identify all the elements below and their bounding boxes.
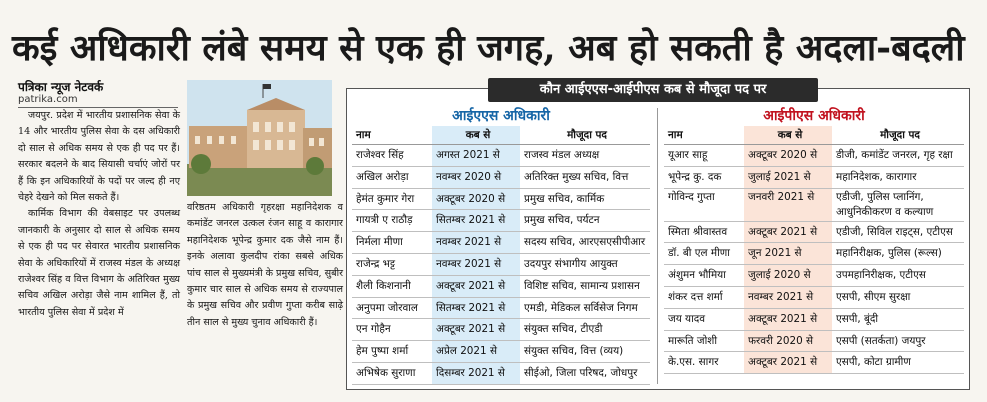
table-row [664, 167, 964, 189]
officer-name: निर्मला मीणा [356, 236, 403, 249]
table-row [352, 341, 650, 363]
current-post: एडीजी, पुलिस प्लानिंग, आधुनिकीकरण व कल्याण [836, 190, 934, 218]
officer-name: अंशुमन भौमिया [668, 269, 726, 282]
since-date: दिसम्बर 2021 से [432, 363, 520, 384]
table-row [664, 189, 964, 222]
since-date: अक्टूबर 2021 से [744, 352, 832, 373]
current-post: सदस्य सचिव, आरएसएसीपीआर [524, 236, 646, 249]
officer-name: राजेन्द्र भट्ट [356, 257, 396, 270]
officer-name: हेम पुष्पा शर्मा [356, 345, 409, 358]
header-name: नाम [668, 129, 683, 141]
table-row [352, 319, 650, 341]
since-date: सितम्बर 2021 से [432, 210, 520, 231]
current-post: विशिष्ट सचिव, सामान्य प्रशासन [524, 279, 640, 292]
table-row [352, 254, 650, 276]
current-post: उपमहानिरीक्षक, एटीएस [836, 269, 926, 282]
header-name: नाम [356, 129, 371, 141]
officer-name: एन गोहैन [356, 323, 391, 336]
current-post: एमडी, मेडिकल सर्विसेज निगम [524, 301, 638, 314]
officer-name: जय यादव [668, 312, 706, 325]
officer-name: के.एस. सागर [668, 356, 719, 369]
since-date: अक्टूबर 2020 से [432, 189, 520, 210]
since-date: अगस्त 2021 से [432, 145, 520, 166]
current-post: संयुक्त सचिव, वित्त (व्यय) [524, 345, 624, 358]
current-post: प्रमुख सचिव, कार्मिक [524, 192, 605, 205]
current-post: सीईओ, जिला परिषद, जोधपुर [524, 366, 638, 379]
table-row [664, 145, 964, 167]
current-post: एसपी, बूंदी [836, 312, 879, 325]
since-date: नवम्बर 2021 से [744, 287, 832, 308]
ips-table [664, 106, 964, 374]
article-column-1 [18, 108, 180, 321]
article-paragraph-2: कार्मिक विभाग की वेबसाइट पर उपलब्ध जानकारी के अनुसार दो साल से अधिक समय से एक ही पद पर सेवारत भारतीय प्रशासनिक सेवा के अधिकारियों में राजस्व मंडल के अध्यक्ष राजेश्वर सिंह व वित्त विभाग के अतिरिक्त मुख्य सचिव अखिल अरोड़ा जैसे नाम शामिल हैं, तो भारतीय पुलिस सेवा में प्रदेश में [18, 208, 180, 318]
ips-table-title: आईपीएस अधिकारी [763, 108, 865, 124]
current-post: एडीजी, सिविल राइट्स, एटीएस [836, 225, 953, 238]
byline: पत्रिका न्यूज नेटवर्क [18, 80, 104, 94]
officer-name: यूआर साहू [668, 149, 708, 161]
since-date: अक्टूबर 2020 से [744, 145, 832, 166]
officer-name: भूपेन्द्र कु. दक [668, 170, 722, 183]
article-paragraph-3: वरिष्ठतम अधिकारी गृहरक्षा महानिदेशक व कमांडेंट जनरल उत्कल रंजन साहू व कारागार महानिदेशक भूपेन्द्र कुमार दक जैसे नाम हैं। इनके अलावा कुलदीप रांका सबसे अधिक पांच साल से मुख्यमंत्री के प्रमुख सचिव, सुबीर कुमार चार साल से अधिक समय से राज्यपाल के प्रमुख सचिव और प्रवीण गुप्ता करीब साढ़े तीन साल से मुख्य चुनाव अधिकारी हैं। [187, 202, 343, 328]
since-date: नवम्बर 2021 से [432, 254, 520, 275]
site-url: patrika.com [18, 94, 78, 105]
officer-name: राजेश्वर सिंह [356, 149, 404, 161]
table-row [664, 309, 964, 331]
officer-name: गायत्री ए राठौड़ [356, 214, 413, 227]
table-row [352, 210, 650, 232]
table-row [352, 167, 650, 189]
current-post: एसपी, कोटा ग्रामीण [836, 356, 911, 369]
officer-name: अनुपमा जोरवाल [356, 301, 418, 314]
since-date: सितम्बर 2021 से [432, 298, 520, 319]
table-divider [657, 108, 658, 384]
header-since: कब से [432, 126, 520, 144]
ias-table [352, 106, 650, 385]
table-row [664, 243, 964, 265]
since-date: अक्टूबर 2021 से [744, 222, 832, 243]
headline: कई अधिकारी लंबे समय से एक ही जगह, अब हो सकती है अदला-बदली [12, 27, 965, 69]
table-row [352, 232, 650, 254]
table-row [352, 276, 650, 298]
header-post: मौजूदा पद [880, 129, 920, 141]
current-post: महानिरीक्षक, पुलिस (रूल्स) [836, 247, 942, 260]
since-date: जून 2021 से [744, 243, 832, 264]
officer-name: हेमंत कुमार गेरा [356, 192, 415, 205]
since-date: अक्टूबर 2021 से [744, 309, 832, 330]
officer-name: मारूति जोशी [668, 334, 718, 347]
since-date: जुलाई 2021 से [744, 167, 832, 188]
table-row [352, 189, 650, 211]
table-row [352, 363, 650, 385]
article-column-2 [187, 200, 343, 331]
table-row [664, 331, 964, 353]
since-date: फरवरी 2020 से [744, 331, 832, 352]
current-post: राजस्व मंडल अध्यक्ष [524, 149, 600, 161]
officer-name: गोविन्द गुप्ता [668, 190, 715, 203]
current-post: महानिदेशक, कारागार [836, 170, 917, 183]
current-post: अतिरिक्त मुख्य सचिव, वित्त [524, 170, 629, 183]
since-date: नवम्बर 2021 से [432, 232, 520, 253]
table-row [664, 287, 964, 309]
since-date: जुलाई 2020 से [744, 265, 832, 286]
ias-table-title: आईएएस अधिकारी [452, 108, 550, 124]
since-date: अक्टूबर 2021 से [432, 276, 520, 297]
officer-name: स्मिता श्रीवास्तव [668, 225, 728, 238]
current-post: उदयपुर संभागीय आयुक्त [524, 257, 618, 270]
table-row [664, 265, 964, 287]
table-row [664, 222, 964, 244]
ias-header-row [352, 126, 650, 145]
header-post: मौजूदा पद [567, 129, 607, 141]
article-paragraph-1: जयपुर. प्रदेश में भारतीय प्रशासनिक सेवा के 14 और भारतीय पुलिस सेवा के दस अधिकारी दो साल से अधिक समय से एक ही पद पर हैं। सरकार बदलने के बाद सियासी चर्चाएं जोरों पर हैं कि इन अधिकारियों के पदों पर जल्द ही नए चेहरे देखने को मिल सकते हैं। [18, 110, 180, 204]
table-row [664, 352, 964, 374]
officer-name: अखिल अरोड़ा [356, 170, 409, 183]
current-post: एसपी (सतर्कता) जयपुर [836, 334, 926, 347]
officer-name: शंकर दत्त शर्मा [668, 290, 723, 303]
current-post: एसपी, सीएम सुरक्षा [836, 290, 911, 303]
since-date: अक्टूबर 2021 से [432, 319, 520, 340]
box-title: कौन आईएएस-आईपीएस कब से मौजूदा पद पर [488, 78, 818, 102]
officer-name: शैली किशनानी [356, 279, 411, 292]
since-date: अप्रेल 2021 से [432, 341, 520, 362]
building-photo [187, 80, 332, 196]
building-illustration [187, 80, 332, 196]
table-row [352, 298, 650, 320]
current-post: डीजी, कमांडेंट जनरल, गृह रक्षा [836, 149, 953, 161]
current-post: संयुक्त सचिव, टीएडी [524, 323, 603, 336]
since-date: जनवरी 2021 से [744, 189, 832, 221]
officer-name: अभिषेक सुराणा [356, 366, 416, 379]
current-post: प्रमुख सचिव, पर्यटन [524, 214, 600, 227]
since-date: नवम्बर 2020 से [432, 167, 520, 188]
officer-name: डॉ. बी एल मीणा [668, 247, 730, 260]
ips-header-row [664, 126, 964, 145]
table-row [352, 145, 650, 167]
header-since: कब से [744, 126, 832, 144]
